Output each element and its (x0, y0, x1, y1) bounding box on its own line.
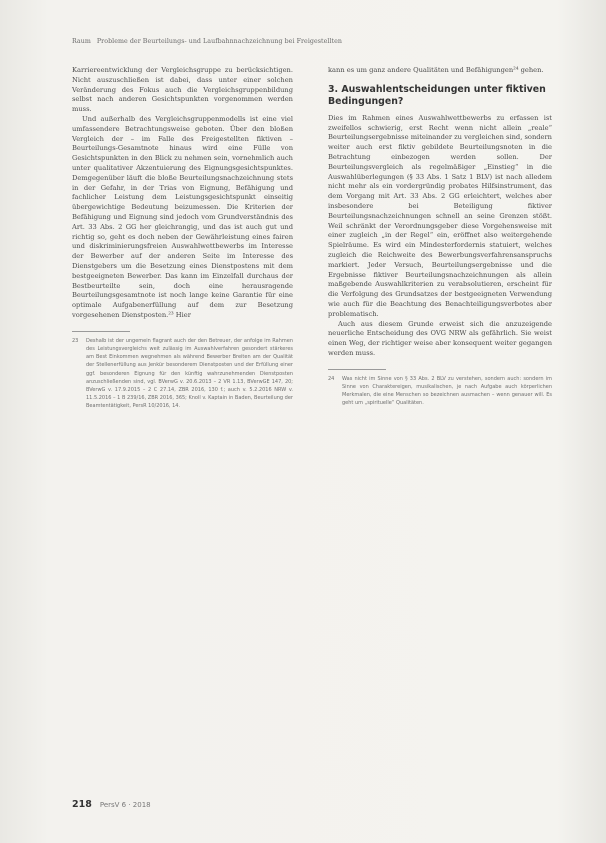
running-head-section: Raum (72, 38, 91, 45)
page-number: 218 (72, 799, 92, 810)
footnote-text: Was nicht im Sinne von § 33 Abs. 2 BLV zu verstehen, sondern auch: sondern im Sinne von Charaktereigen, musikalischen, je nach Aufgabe auch körperlichen Merkmalen, die eine Menschen so bezeichnen ausmachen – wenn genauer will. Es geht um „spirituelle“ Qualitäten. (342, 375, 552, 407)
footnote-number: 24 (328, 375, 335, 382)
footnote-divider (72, 331, 130, 332)
journal-issue: PersV 6 · 2018 (99, 801, 151, 809)
footnote-23 (72, 337, 293, 411)
footnote-24 (328, 375, 552, 408)
right-paragraph-2: Auch aus diesem Grunde erweist sich die anzuzeigende neuerliche Entscheidung des OVG NRW als gefährlich. Sie weist einen Weg, der richtiger weise aber konsequent weiter gegangen werden muss. (328, 319, 552, 357)
right-paragraph-1: Dies im Rahmen eines Auswahlwettbewerbs zu erfassen ist zweifellos schwierig, erst Recht wenn nicht allein „reale“ Beurteilungsergebnisse miteinander zu vergleichen sind, sondern weiter auch erst fiktiv gebildete Beurteilungsnoten in die Betrachtung einbezogen werden sollen. Der Beurteilungsvergleich als regelmäßiger „Einstieg“ in die Auswahlüberlegungen (§ 33 Abs. 1 Satz 1 BLV) ist nach alledem nicht mehr als ein vordergründig probates Hilfsinstrument, das dem Vorgang mit Art. 33 Abs. 2 GG erleichtert, welches aber insbesondere bei Beteiligung fiktiver Beurteilungsnachzeichnungen schnell an seine Grenzen stößt. Weil schränkt der Verordnungsgeber diese Vorgehensweise mit einer zugleich „in der Regel“ ein, eröffnet also weitergehende Spielräume. Es wird ein Mindesterfordernis statuiert, welches zugleich die Reichweite des Bewerbungsverfahrensanspruchs markiert. Jeder Versuch, Beurteilungsergebnisse und die Ergebnisse fiktiver Beurteilungsnachzeichnungen als allein maßgebende Auswahlkriterien zu verabsolutieren, erscheint für die Verfolgung des Grundsatzes der bestgeeigneten Verwendung wie auch für die Beachtung des Benachteiligungsverbotes aber problematisch. (328, 113, 552, 318)
running-head-title: Probleme der Beurteilungs- und Laufbahnnachzeichnung bei Freigestellten (96, 38, 342, 45)
footnote-text: Deshalb ist der ungemein flagrant auch der den Betreuer, der anfolge im Rahmen des Leistungsvergleichs weit zulässig im Auswahlverfahren gesondert stärkeres am Best Einkommen wegnehmen als während Bewerber Breiten am der Qualität der Stellenerfüllung aus Jenkür besonderem Dienstposten und der Erfüllung einer ggf. besonderen Eignung für den künftig wahrzunehmenden Dienstposten anzuschließenden sind, vgl. BVerwG v. 20.6.2013 – 2 VR 1.13, BVerwGE 147, 20; BVerwG v. 17.9.2015 – 2 C 27.14, ZBR 2016, 130 f.; auch v. 5.2.2016 NRW v. 11.5.2016 – 1 B 239/16, ZBR 2016, 365; Knoll v. Kaptain in Baden, Beurteilung der Beamtentätigkeit, PersR 10/2016, 14. (86, 337, 293, 410)
left-column (72, 66, 293, 411)
page-footer (72, 792, 151, 811)
right-column (328, 66, 552, 408)
section-heading: 3. Auswahlentscheidungen unter fiktiven Bedingungen? (328, 83, 546, 107)
left-paragraph-1: Karriereentwicklung der Vergleichsgruppe zu berücksichtigen. Nicht auszuschließen ist dabei, dass unter einer solchen Veränderung des Fokus auch die Vergleichsgruppenbildung selbst nach anderen Gesichtspunkten vorgenommen werden muss. (72, 66, 293, 114)
right-paragraph-0: kann es um ganz andere Qualitäten und Befähigungen²⁴ gehen. (328, 66, 544, 74)
running-head (72, 38, 552, 45)
left-paragraph-2: Und außerhalb des Vergleichsgruppenmodells ist eine viel umfassendere Betrachtungsweise geboten. Über den bloßen Vergleich der – im Falle des Freigestellten fiktiven – Beurteilungs-Gesamtnote hinaus wird eine Fülle von Gesichtspunkten in den Blick zu nehmen sein, vornehmlich auch unter qualitativer Akzentuierung des Eignungsgesichtspunktes. Demgegenüber läuft die bloße Beurteilungsnachzeichnung stets in der Gefahr, in der Trias von Eignung, Befähigung und fachlicher Leistung dem Leistungsgesichtspunkt einseitig übergewichtige Bedeutung beizumessen. Die Kriterien der Befähigung und Eignung sind jedoch vom Grundverständnis des Art. 33 Abs. 2 GG her gleichrangig, und das ist auch gut und richtig so, geht es doch neben der Gewährleistung eines fairen und diskriminierungsfreien Auswahlwettbewerbs im Interesse der Bewerber auf der anderen Seite im Interesse des Dienstgebers um die Besetzung eines Dienstpostens mit dem bestgeeigneten Bewerber. Das kann im Einzelfall durchaus der Bestbeurteilte sein, doch eine herausragende Beurteilungsgesamtnote ist noch lange keine Garantie für eine optimale Aufgabenerfüllung auf dem zur Besetzung vorgesehenen Dienstposten.²³ Hier (72, 114, 293, 319)
footnote-divider (328, 369, 386, 370)
footnote-number: 23 (72, 337, 79, 344)
